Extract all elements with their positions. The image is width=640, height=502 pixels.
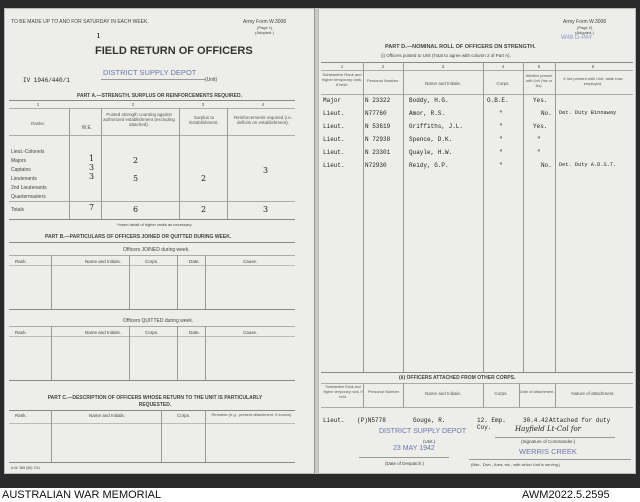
- surplus-header: Surplus to Establishment.: [189, 115, 219, 125]
- attached-title: (ii) OFFICERS ATTACHED FROM OTHER CORPS.: [399, 375, 516, 381]
- we-value: 1: [89, 154, 95, 163]
- form-page-1: TO BE MADE UP TO AND FOR SATURDAY IN EACH WEEK. Army Form W.3008 (Page 1) (Adopted.) ı FIELD RETURN OF OFFICERS IV 1946/440/1 DISTRICT SUPPLY DEPOT (Unit) PART A.—STRENGTH, SURPLUS OR REINFORCEMENTS REQUIRED. 1 2 3 4 Ranks. W.E. Posted strength counting against authorized establishment (excluding attached). Surplus to Establishment. Reinforcements required (i.e. deficits on establishment). Lieut.-Colonels Majors Captains Lieutenants 2nd Lieutenants Quartermasters 1 3 3 2 5 2 3 Totals 7 6 2 3 *Insert detail of higher ranks as necessary. PART B.—PARTICULARS OF OFFICERS JOINED OR QUITTED DURING WEEK. Officers JOINED during week. Rank. Name and Initials. Corps. Date. Cause. Officers QUITTED during week. Rank. Name and Initials. Corps. Date. Cause. PART C.—DESCRIPTION OF OFFICERS WHOSE RETURN TO THE UNIT IS PARTICULARLY REQUESTED. Rank. Name and Initials. Corps. Remarks (e.g., present attachment, if known). A.W. 386 (50) 7/41: [4, 8, 316, 474]
- joined-title: Officers JOINED during week.: [123, 247, 190, 253]
- we-value: 3: [89, 172, 95, 181]
- archive-footer: [0, 488, 640, 502]
- posted-value: 5: [133, 174, 139, 183]
- rank-label: Quartermasters: [11, 194, 46, 200]
- insert-note: *Insert detail of higher ranks as necessary.: [117, 222, 193, 227]
- catalogue-reference: AWM2022.5.2595: [522, 489, 610, 501]
- totals-label: Totals: [11, 207, 25, 213]
- pencil-mark: ı: [97, 31, 100, 41]
- army-form-number: Army Form W.3008: [243, 19, 287, 25]
- part-d-subtitle: (i) Officers posted to Unit (Total to agree with column 2 of Part A).: [381, 53, 511, 58]
- rank-label: Captains: [11, 167, 31, 173]
- total-posted: 6: [133, 205, 139, 214]
- part-b-title: PART B.—PARTICULARS OF OFFICERS JOINED OR QUITTED DURING WEEK.: [45, 234, 232, 240]
- part-a-title: PART A.—STRENGTH, SURPLUS OR REINFORCEMENTS REQUIRED.: [77, 93, 243, 99]
- ranks-header: Ranks.: [30, 121, 45, 126]
- total-reinforcements: 3: [263, 205, 269, 214]
- army-form-number: Army Form W.3008: [563, 19, 607, 25]
- corps-header: Corps.: [496, 81, 510, 86]
- quitted-title: Officers QUITTED during week.: [123, 318, 194, 324]
- posted-header: Posted strength counting against authorized establishment (excluding attached).: [103, 112, 175, 127]
- rank-label: 2nd Lieutenants: [11, 185, 47, 191]
- name-header: Name and Initials.: [424, 81, 462, 86]
- date-stamp: 23 MAY 1942: [393, 445, 435, 452]
- top-note: TO BE MADE UP TO AND FOR SATURDAY IN EACH WEEK.: [11, 19, 149, 25]
- rank-label: Lieutenants: [11, 176, 37, 182]
- imprint: A.W. 386 (50) 7/41: [11, 466, 41, 470]
- form-page-2: Army Form W.3008 (Page 2) (Adopted.) W48 D-PAY PART D.—NOMINAL ROLL OF OFFICERS ON STRENGTH. (i) Officers posted to Unit (Total to agree with column 2 of Part A). 1 2 3 4 5 6 Substantive Rank and higher temporary rank, if held. Personal Number. Name and Initials. Corps. Whether present with Unit (Yes or No). If not present with Unit, state how employed. Major N 23322 Boddy, H.G. O.B.E. Yes. Lieut. N77760 Amor, R.S. " No. Det. Duty Binnaway Lieut. N 53619 Griffiths, J.L. " Yes. Lieut. N 72938 Spence, D.K. " " Lieut. N 23301 Quayle, H.W. " " Lieut. N72930 Reidy, G.P. " No. Det. Duty A.D.S.T. (ii) OFFICERS ATTACHED FROM OTHER CORPS. Substantive Rank and higher temporary rank, if held. Personal Number. Name and Initials. Corps. Date of attachment. Nature of attachment. Lieut. (P)N5778 Gouge, R. 12. Emp. Coy. 30.4.42 Attached for duty DISTRICT SUPPLY DEPOT (Unit.) 23 MAY 1942 (Date of Despatch.) Hayfield Lt-Col for (Signature of Commander.) WERRIS CREEK (Bde., Divn., Area, etc., with which Unit is serving.): [318, 8, 636, 474]
- we-value: 3: [89, 163, 95, 172]
- location-label: (Bde., Divn., Area, etc., with which Unit is serving.): [471, 462, 561, 467]
- part-d-title: PART D.—NOMINAL ROLL OF OFFICERS ON STRENGTH.: [385, 44, 536, 50]
- unit-label: (Unit.): [423, 439, 436, 444]
- file-reference: IV 1946/440/1: [23, 77, 70, 84]
- signature-label: (Signature of Commander.): [521, 439, 576, 444]
- reinforcements-header: Reinforcements required (i.e. deficits on establishment).: [233, 115, 293, 125]
- total-surplus: 2: [201, 205, 207, 214]
- form-title: FIELD RETURN OF OFFICERS: [95, 45, 253, 57]
- commander-signature: Hayfield Lt-Col for: [515, 425, 582, 433]
- surplus-value: 2: [201, 174, 207, 183]
- we-header: W.E.: [81, 125, 93, 131]
- adopted-label: (Adopted.): [575, 30, 594, 35]
- date-label: (Date of Despatch.): [385, 461, 425, 466]
- posted-value: 2: [133, 156, 139, 165]
- total-we: 7: [89, 203, 95, 212]
- form-page-label: (Page 1): [257, 25, 273, 30]
- employed-header: If not present with Unit, state how employed.: [563, 76, 623, 86]
- form-page-label: (Page 2): [577, 25, 593, 30]
- unit-label: (Unit): [205, 77, 218, 83]
- reinforcement-value: 3: [263, 166, 269, 175]
- institution-label: AUSTRALIAN WAR MEMORIAL: [2, 489, 162, 501]
- rank-label: Lieut.-Colonels: [11, 149, 45, 155]
- part-c-title: PART C.—DESCRIPTION OF OFFICERS WHOSE RETURN TO THE UNIT IS PARTICULARLY REQUESTED.: [47, 395, 263, 408]
- present-header: Whether present with Unit (Yes or No).: [525, 74, 553, 88]
- rank-label: Majors: [11, 158, 27, 164]
- pencil-note: W48 D-PAY: [561, 35, 593, 41]
- location-stamp: WERRIS CREEK: [519, 447, 577, 456]
- rank-header: Substantive Rank and higher temporary rank, if held.: [321, 72, 363, 87]
- number-header: Personal Number.: [366, 78, 399, 83]
- unit-stamp: DISTRICT SUPPLY DEPOT: [379, 428, 467, 435]
- adopted-label: (Adopted.): [255, 30, 274, 35]
- unit-stamp: DISTRICT SUPPLY DEPOT: [103, 68, 197, 77]
